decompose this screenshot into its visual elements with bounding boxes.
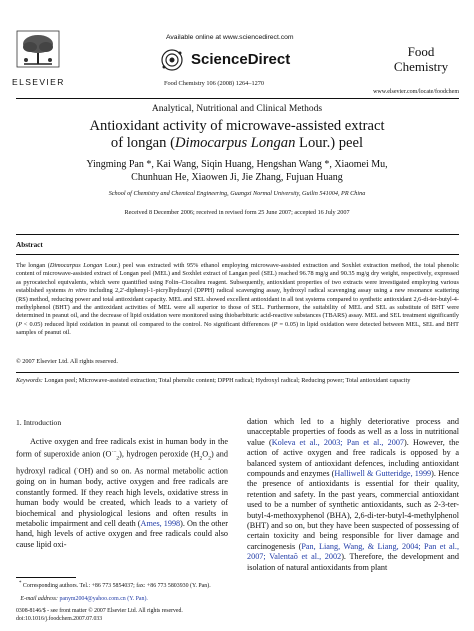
- journal-url[interactable]: www.elsevier.com/locate/foodchem: [373, 89, 459, 95]
- footnote-rule: [16, 577, 76, 578]
- abstract-copyright: © 2007 Elsevier Ltd. All rights reserved.: [16, 358, 118, 365]
- email-link[interactable]: panym2004@yahoo.com.cn (Y. Pan).: [58, 596, 148, 602]
- section-heading-introduction: 1. Introduction: [16, 418, 62, 427]
- issn-doi: [16, 608, 183, 623]
- received-dates: Received 8 December 2006; received in revised form 25 June 2007; accepted 16 July 2007: [124, 209, 350, 216]
- doi-line[interactable]: doi:10.1016/j.foodchem.2007.07.033: [16, 615, 103, 622]
- journal-name: [383, 44, 459, 74]
- article-title: [40, 118, 434, 152]
- authors-line2: Chunhuan He, Xiaowen Ji, Jie Zhang, Fujuan Huang: [131, 171, 343, 183]
- keywords-list: Longan peel; Microwave-assisted extraction; Total phenolic content; DPPH radical; Hydroxyl radical; Reducing power; Total antioxidant capacity: [42, 377, 411, 384]
- footnote-email: E-mail address: panym2004@yahoo.com.cn (Y. Pan).: [20, 596, 148, 602]
- elsevier-tree-logo: [16, 30, 60, 68]
- elsevier-wordmark: ELSEVIER: [12, 77, 65, 87]
- abstract-bottom-rule: [16, 372, 459, 373]
- abstract-heading-rule: [16, 254, 459, 255]
- intro-left-column: Active oxygen and free radicals exist in human body in the form of superoxide anion $(O^{\cdot-}_2)$, hydrogen peroxide $(H_2O_2)$ and hydroxyl radical (·OH) and so on. As normal metabolic action going on in human body, active oxygen and free radicals are constantly formed. If they reach high levels, oxidative stress in human body would be created, which leads to a variety of biochemical and physiological lesions and often results in metabolic impairment and cell death (Ames, 1998). On the other hand, high levels of active oxygen and free radicals could also cause lipid oxi-: [16, 437, 229, 549]
- journal-name-line2: Chemistry: [393, 59, 449, 74]
- authors-line1: Yingming Pan *, Kai Wang, Siqin Huang, Hengshan Wang *, Xiaomei Mu,: [86, 159, 388, 170]
- available-online-notice: Available online at www.sciencedirect.com: [166, 34, 294, 41]
- author-list: [40, 159, 434, 184]
- species-name: Dimocarpus Longan: [174, 135, 296, 151]
- citation-link[interactable]: Pan, Liang, Wang, & Liang, 2004; Pan et al., 2007; Valentaõ et al., 2002: [247, 541, 460, 562]
- keywords: [16, 377, 459, 385]
- keywords-label: Keywords:: [16, 377, 43, 384]
- abstract-heading: Abstract: [16, 241, 43, 249]
- intro-right-column: dation which led to a highly deteriorative process and unacceptable properties of foods as well as a loss in nutritional value (Koleva et al., 2003; Pan et al., 2007). However, the action of active oxygen and free radicals is opposed by a balanced system of antioxidant defences, including antioxidant compounds and enzymes (Halliwell & Gutteridge, 1999). Hence the presence of antioxidants is essential for their quality, retention and safety. In the past years, commercial antioxidant used to be a number of synthetic antioxidants, such as 2-3-ter-butyl-4-methoxyphenol (BHA), 2,6-di-ter-butyl-4-methylphenol (BHT) and so on, but they have been suspected of possessing of certain toxicity and being responsible for liver damage and carcinogenesis (Pan, Liang, Wang, & Liang, 2004; Pan et al., 2007; Valentaõ et al., 2002). Therefore, the development and isolation of natural antioxidants from plant: [247, 417, 460, 572]
- abstract-top-rule: [16, 234, 459, 235]
- abstract-body: The longan (Dimocarpus Longan Lour.) peel was extracted with 95% ethanol employing microwave-assisted extraction and Soxhlet extraction method, the total phenolic content of microwave-assisted extract of Longan peel (MEL) and Soxhlet extract of Langan peel (SEL) reached 96.78 mg/g and 90.35 mg/g dry weight, respectively, expressed as pyrocatechol equivalents, which were quantified using Folin–Ciocalteu reagent. Subsequently, antioxidant properties of two extracts were investigated employing various established systems in vitro including 2,2′-diphenyl-1-picrylhydrazyl (DPPH) radical scavenging assay, hydroxyl radical scavenging assay using a new resonance scattering (RS) method, reducing power and total antioxidant capacity. MEL and SEL showed excellent antioxidant in all test systems compared to synthetic antioxidant 2,6-di-ter-butyl-4-methylphenol (BHT) and the antioxidant activities of MEL were all superior to those of SEL. Furthermore, the suitability of MEL and SEL as substitute of BHT were determined in peanut oil, and the decrease of lipid oxidation were monitored using thiobarbituric acid-reactive substances (TBARS) assay. MEL and SEL treatment significantly (P < 0.05) reduced lipid oxidation in peanut oil compared to the control. No significant differences (P = 0.05) in lipid oxidation were detected between MEL, SEL and BHT samples of peanut oil.: [16, 262, 459, 337]
- citation-link[interactable]: Ames, 1998: [140, 518, 181, 528]
- article-section: Analytical, Nutritional and Clinical Methods: [151, 104, 323, 114]
- journal-reference: Food Chemistry 106 (2008) 1264–1270: [164, 80, 265, 87]
- sciencedirect-wordmark: ScienceDirect: [191, 51, 291, 68]
- journal-name-line1: Food: [407, 44, 435, 59]
- affiliation: School of Chemistry and Chemical Engineering, Guangxi Normal University, Guilin 541004, PR China: [108, 190, 366, 197]
- citation-link[interactable]: Halliwell & Gutteridge, 1999: [334, 469, 432, 479]
- title-line1: Antioxidant activity of microwave-assisted extract: [89, 118, 385, 134]
- footnote-corresponding-author: * Corresponding authors. Tel.: +86 773 5854037; fax: +86 773 5803930 (Y. Pan).: [18, 581, 211, 589]
- header-divider: [16, 98, 459, 99]
- issn-line: 0308-8146/$ - see front matter © 2007 Elsevier Ltd. All rights reserved.: [16, 608, 183, 614]
- citation-link[interactable]: Koleva et al., 2003; Pan et al., 2007: [271, 437, 405, 447]
- title-line2: of longan (Dimocarpus Longan Lour.) peel: [110, 135, 364, 151]
- sciencedirect-logo-icon: [160, 48, 184, 72]
